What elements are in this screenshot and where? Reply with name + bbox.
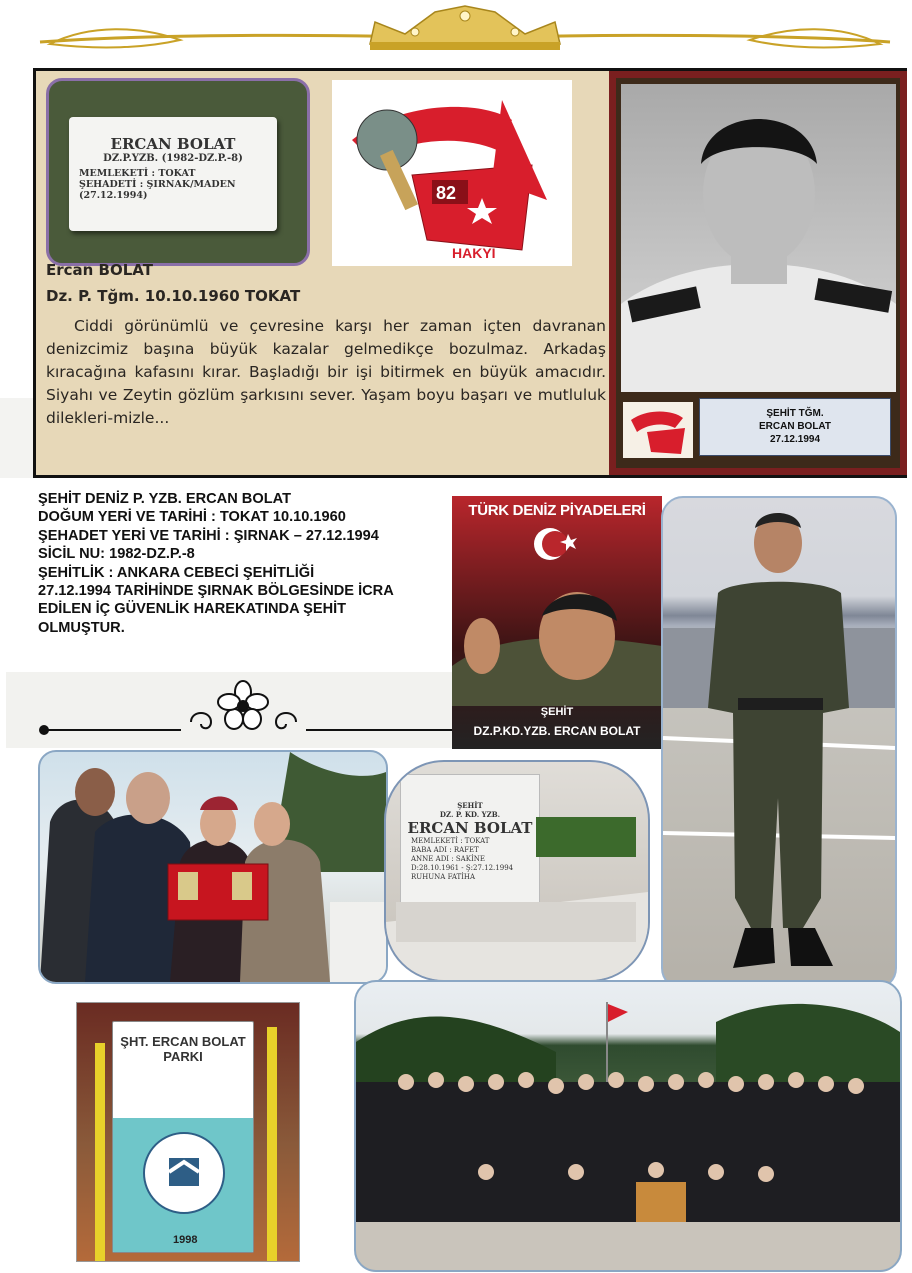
info-line: 27.12.1994 TARİHİNDE ŞIRNAK BÖLGESİNDE İCRA [38, 583, 394, 600]
uniform-photo [661, 496, 897, 990]
biography-info [38, 490, 458, 637]
class-emblem [332, 80, 572, 266]
tombstone-rank: DZ.P.YZB. (1982-DZ.P.-8) [103, 153, 243, 164]
park-sign [112, 1021, 254, 1253]
info-line: ŞEHİT DENİZ P. YZB. ERCAN BOLAT [38, 491, 291, 507]
emblem-number: 82 [436, 183, 457, 203]
caption-line-3: 27.12.1994 [769, 434, 821, 445]
clip-rank-line: Dz. P. Tğm. 10.10.1960 TOKAT [46, 287, 301, 305]
portrait-frame [609, 71, 907, 475]
municipality-seal-icon [143, 1132, 225, 1214]
clip-name: Ercan BOLAT [46, 261, 153, 279]
grave-line: RUHUNA FATİHA [411, 873, 476, 881]
info-line: ŞEHİTLİK : ANKARA CEBECİ ŞEHİTLİĞİ [38, 564, 315, 581]
family-visit-photo [38, 750, 388, 984]
tombstone-hometown: MEMLEKETİ : TOKAT [79, 168, 196, 179]
grave-line: D:28.10.1961 - Ş:27.12.1994 [411, 864, 514, 872]
grave-line: MEMLEKETİ : TOKAT [411, 837, 490, 845]
park-sign-year: 1998 [173, 1234, 198, 1246]
tombstone [69, 117, 277, 231]
gold-ornament-top [30, 4, 900, 66]
group-memorial-photo [354, 980, 902, 1272]
marines-poster [452, 496, 662, 749]
info-line: EDİLEN İÇ GÜVENLİK HAREKATINDA ŞEHİT [38, 601, 347, 618]
emblem-graphic [332, 80, 572, 266]
poster-subtitle: ŞEHİT [540, 706, 574, 718]
grave-label: ŞEHİT [457, 801, 483, 810]
park-sign-line-1: ŞHT. ERCAN BOLAT [120, 1034, 246, 1049]
divider-band [6, 672, 452, 748]
info-line: OLMUŞTUR. [38, 619, 125, 636]
tombstone-name: ERCAN BOLAT [110, 135, 236, 153]
newspaper-text [46, 261, 606, 430]
side-band [0, 398, 33, 478]
newspaper-clipping-frame [33, 68, 907, 478]
grave-line: BABA ADI : RAFET [411, 846, 479, 854]
portrait-photo [621, 84, 896, 392]
tombstone-photo [46, 78, 310, 266]
flower-divider [6, 672, 452, 748]
caption-line-1: ŞEHİT TĞM. [766, 408, 824, 419]
poster-title: TÜRK DENİZ PİYADELERİ [468, 502, 646, 519]
grave-line: ANNE ADI : SAKİNE [411, 855, 485, 863]
info-line: SİCİL NU: 1982-DZ.P.-8 [38, 546, 195, 563]
grave-rank: DZ. P. KD. YZB. [439, 810, 501, 819]
emblem-banner: HAKYI [452, 245, 496, 261]
park-sign-line-2: PARKI [163, 1049, 203, 1064]
tombstone-martyrdom: ŞEHADETİ : ŞIRNAK/MADEN (27.12.1994) [79, 179, 236, 201]
clip-body: Ciddi görünümlü ve çevresine karşı her zaman içten davranan denizcimiz başına büyük kazalar gelmedikçe bozulmaz. Arkadaş kıracağına kafasını kırar. Başladığı bir işi bitirmek en büyük amacıdır. Siyahı ve Zeytin gözlüm şarkısını sever. Yaşam boyu başarı ve mutluluk dilekleri-mizle... [46, 317, 606, 427]
mini-emblem [623, 402, 693, 458]
poster-name: DZ.P.KD.YZB. ERCAN BOLAT [473, 724, 641, 738]
sign-post-right [267, 1027, 277, 1261]
cemetery-grave-photo [384, 760, 650, 982]
info-line: DOĞUM YERİ VE TARİHİ : TOKAT 10.10.1960 [38, 509, 346, 526]
portrait-caption [699, 398, 891, 456]
park-sign-photo [76, 1002, 300, 1262]
info-line: ŞEHADET YERİ VE TARİHİ : ŞIRNAK – 27.12.1994 [38, 527, 379, 544]
sign-post-left [95, 1043, 105, 1261]
caption-line-2: ERCAN BOLAT [758, 421, 832, 432]
crescent-star-icon [532, 524, 582, 564]
grave-name: ERCAN BOLAT [407, 819, 533, 837]
